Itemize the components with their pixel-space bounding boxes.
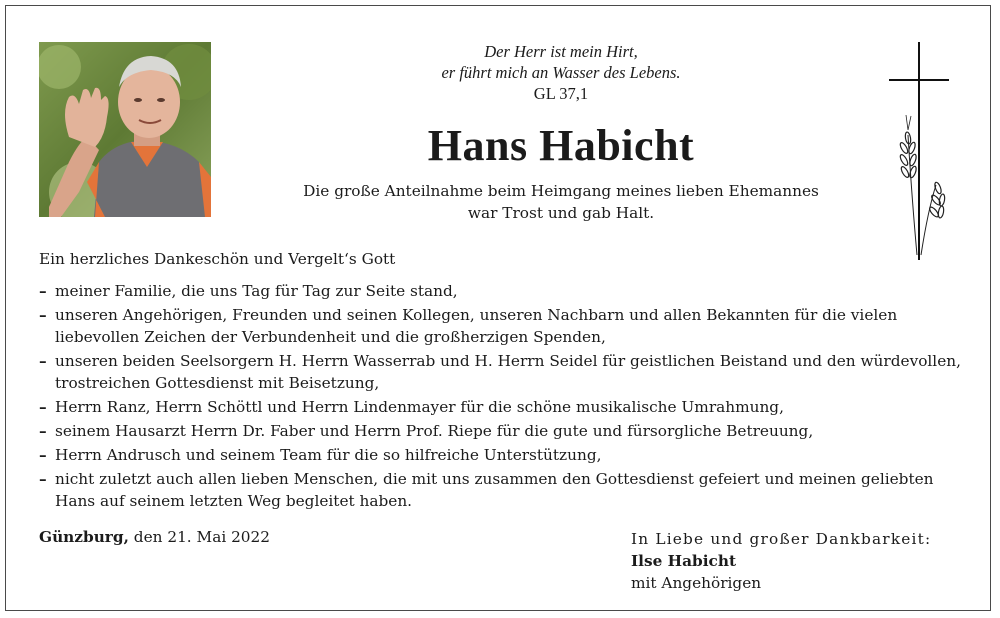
verse-reference: GL 37,1 <box>533 84 589 103</box>
portrait-photo <box>39 42 211 217</box>
list-item-text: Herrn Ranz, Herrn Schöttl und Herrn Lindenmayer für die schöne musikalische Umrahmung, <box>55 398 784 416</box>
list-item-text: nicht zuletzt auch allen lieben Menschen, die mit uns zusammen den Gottesdienst gefeiert und meinen geliebten Hans auf seinem letzten Weg begleitet haben. <box>55 470 934 510</box>
dash-bullet: – <box>39 306 47 324</box>
verse-line-1: Der Herr ist mein Hirt, <box>484 42 638 61</box>
list-item <box>39 304 969 348</box>
signer-relatives: mit Angehörigen <box>631 574 762 592</box>
signature-block <box>631 528 931 594</box>
list-item-text: meiner Familie, die uns Tag für Tag zur Seite stand, <box>55 282 458 300</box>
bible-verse <box>296 41 826 104</box>
thanks-list <box>39 280 969 514</box>
list-item <box>39 420 969 442</box>
dash-bullet: – <box>39 470 47 488</box>
signer-name: Ilse Habicht <box>631 552 737 570</box>
dash-bullet: – <box>39 352 47 370</box>
list-item-text: seinem Hausarzt Herrn Dr. Faber und Herrn Prof. Riepe für die gute und fürsorgliche Betreuung, <box>55 422 814 440</box>
list-item <box>39 280 969 302</box>
list-item <box>39 444 969 466</box>
place-city: Günzburg, <box>39 528 129 546</box>
cross-with-wheat-icon <box>884 40 954 262</box>
intro-line-1: Die große Anteilnahme beim Heimgang meines lieben Ehemannes <box>303 182 819 200</box>
list-item <box>39 350 969 394</box>
dash-bullet: – <box>39 422 47 440</box>
dash-bullet: – <box>39 282 47 300</box>
dash-bullet: – <box>39 398 47 416</box>
closing-line: In Liebe und großer Dankbarkeit: <box>631 530 932 548</box>
deceased-name: Hans Habicht <box>427 121 695 170</box>
greeting: Ein herzliches Dankeschön und Vergelt‘s Gott <box>39 250 396 268</box>
list-item <box>39 396 969 418</box>
verse-line-2: er führt mich an Wasser des Lebens. <box>441 63 681 82</box>
intro-text <box>246 180 876 224</box>
dash-bullet: – <box>39 446 47 464</box>
place-date: den 21. Mai 2022 <box>133 528 270 546</box>
list-item-text: unseren beiden Seelsorgern H. Herrn Wasserrab und H. Herrn Seidel für geistlichen Beistand und den würdevollen, trostreichen Gottesdienst mit Beisetzung, <box>55 352 961 392</box>
list-item-text: unseren Angehörigen, Freunden und seinen Kollegen, unseren Nachbarn und allen Bekannten für die vielen liebevollen Zeichen der Verbundenheit und die großherzigen Spenden, <box>55 306 898 346</box>
list-item <box>39 468 969 512</box>
intro-line-2: war Trost und gab Halt. <box>467 204 655 222</box>
place-and-date <box>39 528 270 546</box>
obituary-notice <box>5 5 991 611</box>
list-item-text: Herrn Andrusch und seinem Team für die so hilfreiche Unterstützung, <box>55 446 602 464</box>
